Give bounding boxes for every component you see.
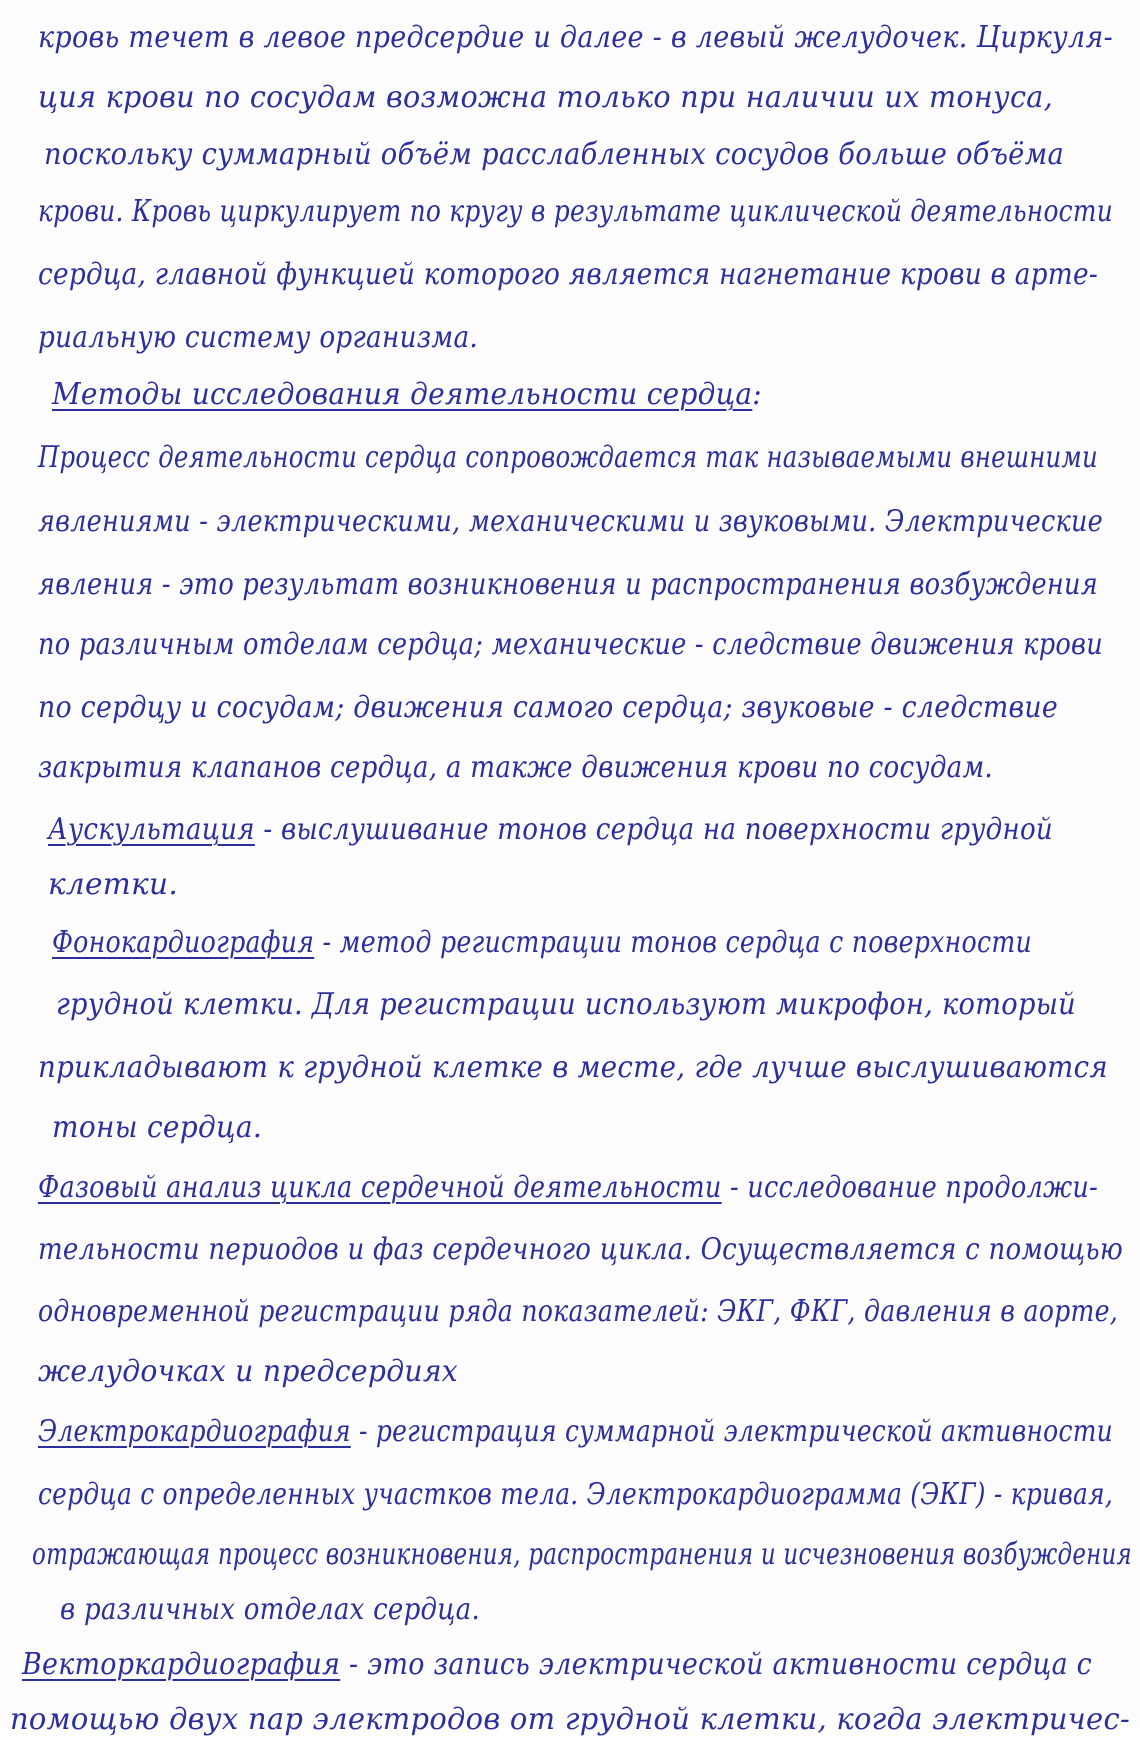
text-line (38, 625, 1103, 665)
line-text: риальную систему организма. (38, 320, 478, 355)
line-text: тельности периодов и фаз сердечного цикла. Осуществляется с помощью (38, 1232, 1123, 1267)
line-text: одновременной регистрации ряда показателей: ЭКГ, ФКГ, давления в аорте, (38, 1294, 1118, 1329)
line-text: прикладывают к грудной клетке в месте, где лучше выслушиваются (38, 1050, 1108, 1085)
text-line (52, 923, 1032, 963)
line-text: - это запись электрической активности сердца с (340, 1647, 1092, 1682)
underlined-term: Фонокардиография (52, 925, 315, 960)
line-text: желудочках и предсердиях (38, 1354, 458, 1389)
text-line (48, 865, 178, 905)
line-text: кровь течет в левое предсердие и далее - в левый желудочек. Циркуля- (38, 20, 1113, 55)
text-line (38, 1412, 1113, 1452)
text-line (38, 1352, 458, 1392)
text-line (22, 1645, 1092, 1685)
text-line (38, 565, 1098, 605)
line-text: клетки. (48, 867, 178, 902)
line-text: сердца с определенных участков тела. Электрокардиограмма (ЭКГ) - кривая, (38, 1477, 1113, 1512)
text-line (38, 18, 1113, 58)
line-text: явления - это результат возникновения и распространения возбуждения (38, 567, 1098, 602)
line-text: помощью двух пар электродов от грудной клетки, когда электричес- (10, 1702, 1130, 1737)
text-line (38, 318, 478, 358)
text-line (38, 688, 1058, 728)
text-line (38, 748, 993, 788)
line-text: тоны сердца. (52, 1110, 262, 1145)
line-text: Процесс деятельности сердца сопровождается так называемыми внешними (38, 440, 1098, 475)
text-line (38, 1475, 1113, 1515)
text-line (38, 1168, 1098, 1208)
line-text: по различным отделам сердца; механические - следствие движения крови (38, 627, 1103, 662)
line-text: - регистрация суммарной электрической активности (350, 1414, 1113, 1449)
text-line (38, 78, 1053, 118)
text-line (56, 985, 1076, 1025)
text-line (38, 1292, 1118, 1332)
text-line (60, 1590, 480, 1630)
line-text: - выслушивание тонов сердца на поверхности грудной (254, 812, 1053, 847)
underlined-term: Аускультация (48, 812, 255, 847)
text-line (10, 1700, 1130, 1740)
line-text: в различных отделах сердца. (60, 1592, 480, 1627)
line-text: - исследование продолжи- (721, 1170, 1098, 1205)
line-text: грудной клетки. Для регистрации используют микрофон, который (56, 987, 1076, 1022)
line-text: явлениями - электрическими, механическими и звуковыми. Электрические (38, 504, 1103, 539)
text-line (38, 192, 1113, 232)
underlined-term: Электрокардиография (38, 1414, 351, 1449)
line-text: - метод регистрации тонов сердца с поверхности (314, 925, 1033, 960)
underlined-term: Фазовый анализ цикла сердечной деятельности (38, 1170, 722, 1205)
underlined-term: Методы исследования деятельности сердца (52, 377, 753, 412)
text-line (38, 1230, 1123, 1270)
text-line (38, 438, 1098, 478)
text-line (38, 1048, 1108, 1088)
line-text: ция крови по сосудам возможна только при наличии их тонуса, (38, 80, 1053, 115)
line-text: крови. Кровь циркулирует по кругу в результате циклической деятельности (38, 194, 1113, 229)
line-text: по сердцу и сосудам; движения самого сердца; звуковые - следствие (38, 690, 1058, 725)
text-line (32, 1535, 1132, 1575)
line-text: отражающая процесс возникновения, распространения и исчезновения возбуждения (32, 1537, 1132, 1572)
line-text: закрытия клапанов сердца, а также движения крови по сосудам. (38, 750, 993, 785)
line-text: сердца, главной функцией которого является нагнетание крови в арте- (38, 257, 1098, 292)
text-line (48, 810, 1053, 850)
section-heading (52, 375, 762, 415)
text-line (38, 255, 1098, 295)
line-text: поскольку суммарный объём расслабленных сосудов больше объёма (44, 137, 1064, 172)
text-line (52, 1108, 262, 1148)
text-line (44, 135, 1064, 175)
line-text: : (752, 377, 762, 412)
text-line (38, 502, 1103, 542)
underlined-term: Векторкардиография (22, 1647, 341, 1682)
